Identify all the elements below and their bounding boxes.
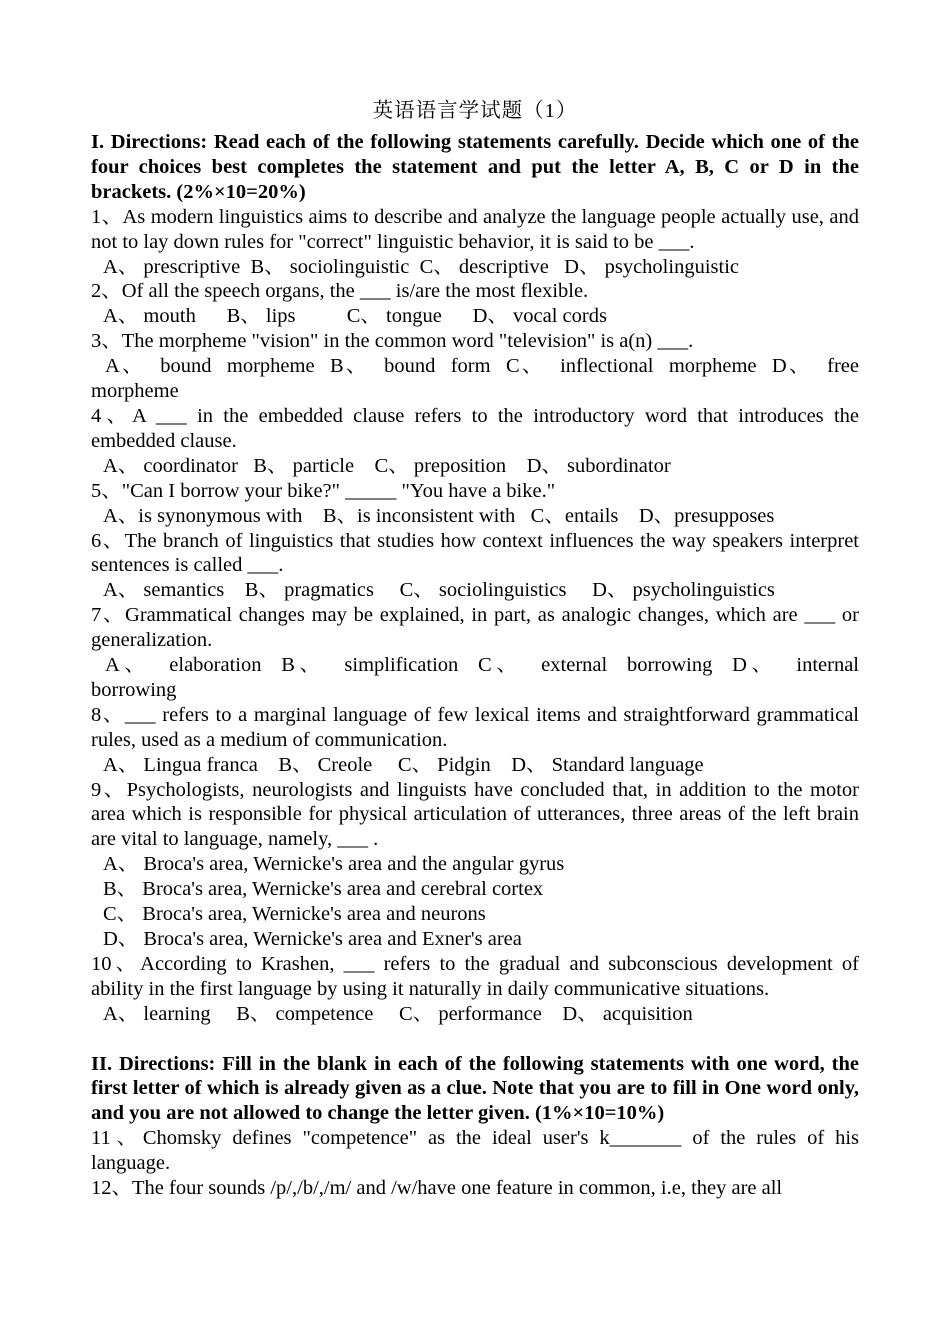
question-5-stem: 5、"Can I borrow your bike?" _____ "You have a bike." (91, 479, 556, 502)
question-1-stem: 1、As modern linguistics aims to describe and analyze the language people actually use, and not to lay down rules for "correct" linguistic behavior, it is said to be ___. (91, 205, 859, 253)
question-7-options: A、 elaboration B、 simplification C、 external borrowing D、 internal borrowing (91, 654, 859, 701)
question-3-stem: 3、The morpheme "vision" in the common word "television" is a(n) ___. (91, 330, 694, 353)
question-3-options: A、 bound morpheme B、 bound form C、 inflectional morpheme D、 free morpheme (91, 355, 859, 403)
question-1-options: A、 prescriptive B、 sociolinguistic C、 descriptive D、 psycholinguistic (103, 255, 739, 278)
question-10-options: A、 learning B、 competence C、 performance D、 acquisition (103, 1002, 693, 1025)
question-2-stem: 2、Of all the speech organs, the ___ is/are the most flexible. (91, 280, 589, 303)
question-7-stem: 7、Grammatical changes may be explained, in part, as analogic changes, which are ___ or generalization. (91, 604, 859, 652)
question-10-stem: 10、According to Krashen, ___ refers to the gradual and subconscious development of ability in the first language by using it naturally in daily communicative situations. (91, 952, 859, 1000)
section-1-directions: I. Directions: Read each of the following statements carefully. Decide which one of the four choices best completes the statement and put the letter A, B, C or D in the brackets. (2%×10=20%) (91, 131, 859, 203)
question-11-stem: 11、Chomsky defines "competence" as the ideal user's k_______ of the rules of his language. (91, 1127, 859, 1175)
question-8-stem: 8、___ refers to a marginal language of few lexical items and straightforward grammatical rules, used as a medium of communication. (91, 703, 859, 751)
page-title: 英语语言学试题（1） (372, 100, 578, 122)
question-6-options: A、 semantics B、 pragmatics C、 sociolinguistics D、 psycholinguistics (103, 579, 775, 602)
question-9-option-c: C、 Broca's area, Wernicke's area and neurons (103, 903, 486, 926)
question-9-option-a: A、 Broca's area, Wernicke's area and the angular gyrus (103, 853, 565, 876)
question-12-stem: 12、The four sounds /p/,/b/,/m/ and /w/have one feature in common, i.e, they are all (91, 1177, 783, 1200)
question-6-stem: 6、The branch of linguistics that studies how context influences the way speakers interpret sentences is called ___. (91, 529, 859, 577)
question-4-options: A、 coordinator B、 particle C、 preposition D、 subordinator (103, 454, 671, 477)
question-9-stem: 9、Psychologists, neurologists and linguists have concluded that, in addition to the motor area which is responsible for physical articulation of utterances, three areas of the left brain are vital to language, namely, ___ . (91, 778, 859, 851)
question-8-options: A、 Lingua franca B、 Creole C、 Pidgin D、 Standard language (103, 753, 704, 776)
document-page (91, 96, 859, 1201)
question-4-stem: 4、A ___ in the embedded clause refers to the introductory word that introduces the embedded clause. (91, 404, 859, 452)
question-9-option-b: B、 Broca's area, Wernicke's area and cerebral cortex (103, 878, 544, 901)
question-5-options: A、is synonymous with B、is inconsistent with C、entails D、presupposes (103, 504, 775, 527)
question-9-option-d: D、 Broca's area, Wernicke's area and Exner's area (103, 928, 522, 950)
question-2-options: A、 mouth B、 lips C、 tongue D、 vocal cords (103, 305, 607, 328)
section-spacer (91, 1027, 859, 1052)
section-2-directions: II. Directions: Fill in the blank in each of the following statements with one word, the first letter of which is already given as a clue. Note that you are to fill in One word only, and you are not allowed to change the letter given. (1%×10=10%) (91, 1052, 859, 1125)
